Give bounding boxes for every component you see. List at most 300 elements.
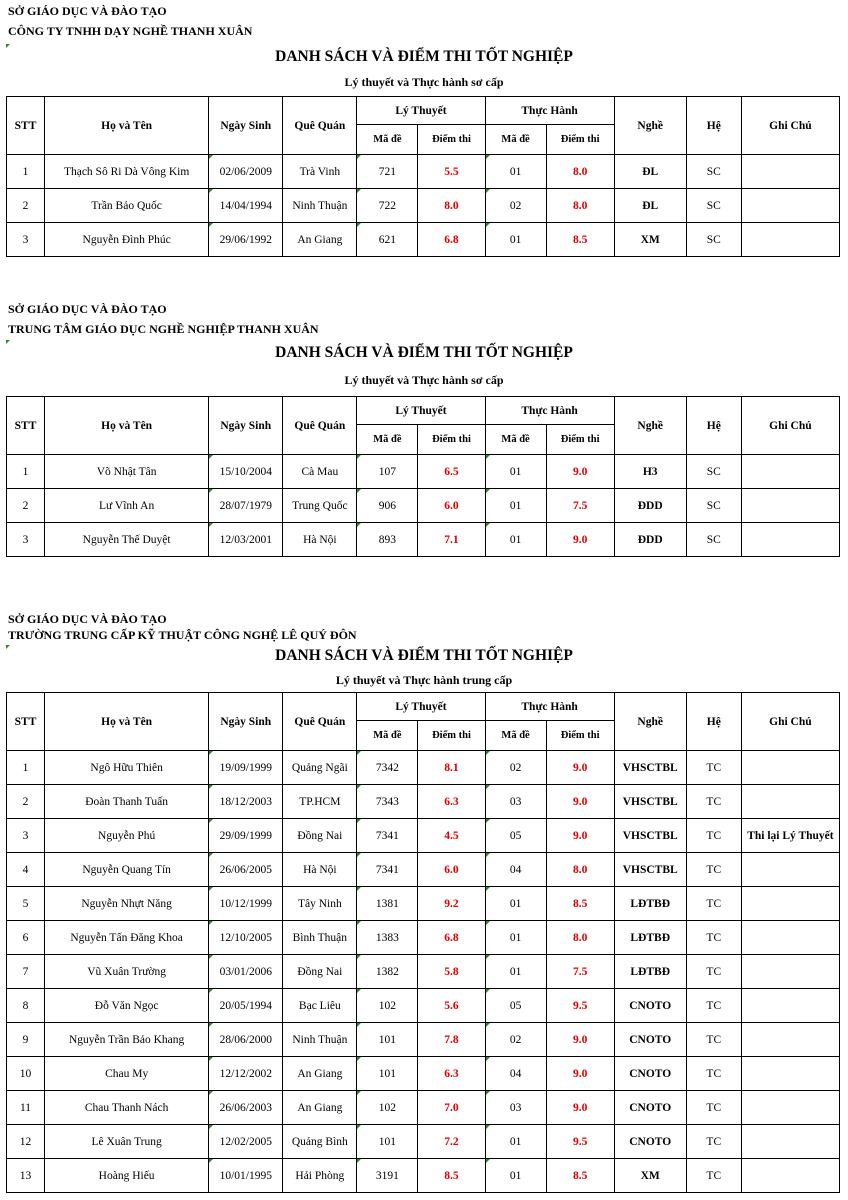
cell-name <box>45 155 209 189</box>
cell-trade <box>614 523 686 557</box>
cell-system-text: SC <box>706 533 721 546</box>
cell-marker-icon <box>209 853 213 857</box>
cell-name <box>45 989 209 1023</box>
dept-name: SỞ GIÁO DỤC VÀ ĐÀO TẠO <box>8 4 167 18</box>
cell-dob <box>209 1091 283 1125</box>
cell-system <box>686 989 741 1023</box>
cell-note-text: Thi lại Lý Thuyết <box>747 829 834 842</box>
list-subtitle: Lý thuyết và Thực hành sơ cấp <box>344 373 504 387</box>
cell-name-text: Chau My <box>105 1067 149 1080</box>
cell-note <box>741 751 839 785</box>
cell-stt-text: 6 <box>22 931 29 944</box>
cell-theory-code-text: 721 <box>378 165 397 178</box>
cell-name <box>45 1159 209 1193</box>
cell-trade-text: LĐTBĐ <box>630 897 671 910</box>
cell-name <box>45 785 209 819</box>
cell-system <box>686 155 741 189</box>
cell-practice-code <box>485 921 546 955</box>
cell-theory-code <box>357 819 418 853</box>
cell-practice-code-text: 01 <box>509 897 522 910</box>
header-theory-code: Mã đề <box>357 425 418 455</box>
cell-trade-text: H3 <box>642 465 658 478</box>
cell-practice-code <box>485 489 546 523</box>
cell-system <box>686 1091 741 1125</box>
header-practice: Thực Hành <box>485 97 614 125</box>
cell-note <box>741 1057 839 1091</box>
cell-name <box>45 189 209 223</box>
cell-practice-score-text: 7.5 <box>572 499 588 512</box>
cell-name-text: Lư Vĩnh An <box>99 499 155 512</box>
cell-note <box>741 887 839 921</box>
cell-trade-text: ĐL <box>642 165 659 178</box>
cell-name-text: Đoàn Thanh Tuấn <box>85 795 169 808</box>
cell-marker-icon <box>486 989 490 993</box>
table-row <box>7 189 840 223</box>
cell-marker-icon <box>486 189 490 193</box>
header-theory: Lý Thuyết <box>357 397 485 425</box>
cell-stt-text: 13 <box>19 1169 32 1182</box>
cell-name-text: Võ Nhật Tân <box>96 465 157 478</box>
cell-marker-icon <box>486 785 490 789</box>
cell-practice-score <box>546 1023 614 1057</box>
cell-theory-score-text: 8.5 <box>444 1169 459 1182</box>
cell-practice-score <box>546 1125 614 1159</box>
cell-hometown-text: Hà Nội <box>303 863 337 876</box>
cell-dob <box>209 989 283 1023</box>
cell-marker-icon <box>357 853 361 857</box>
cell-theory-code-text: 3191 <box>375 1169 399 1182</box>
cell-note <box>741 489 839 523</box>
cell-system <box>686 1159 741 1193</box>
cell-practice-code <box>485 455 546 489</box>
cell-practice-code <box>485 223 546 257</box>
cell-stt <box>7 1023 45 1057</box>
cell-dob-text: 12/02/2005 <box>219 1135 272 1148</box>
cell-marker-icon <box>357 955 361 959</box>
cell-theory-score <box>418 819 485 853</box>
cell-theory-score <box>418 887 485 921</box>
cell-marker-icon <box>209 189 213 193</box>
cell-trade <box>614 189 686 223</box>
header-stt: STT <box>7 97 45 155</box>
table-row <box>7 1125 840 1159</box>
cell-system <box>686 853 741 887</box>
cell-dob-text: 10/01/1995 <box>219 1169 272 1182</box>
cell-theory-code-text: 101 <box>378 1135 397 1148</box>
cell-marker-icon <box>486 887 490 891</box>
cell-dob-text: 10/12/1999 <box>219 897 272 910</box>
cell-marker-icon <box>209 989 213 993</box>
cell-stt <box>7 1057 45 1091</box>
cell-theory-code <box>357 489 418 523</box>
cell-dob-text: 12/10/2005 <box>219 931 272 944</box>
cell-practice-score-text: 8.0 <box>572 863 588 876</box>
cell-system <box>686 955 741 989</box>
cell-system-text: TC <box>706 1169 722 1182</box>
cell-marker-icon <box>209 921 213 925</box>
cell-practice-score <box>546 955 614 989</box>
cell-marker-icon <box>357 189 361 193</box>
cell-stt-text: 2 <box>22 199 29 212</box>
table-row <box>7 223 840 257</box>
header-name: Họ và Tên <box>45 693 209 751</box>
cell-hometown <box>283 785 357 819</box>
cell-hometown-text: TP.HCM <box>299 795 341 808</box>
cell-stt <box>7 853 45 887</box>
cell-system-text: TC <box>706 999 722 1012</box>
cell-practice-code <box>485 751 546 785</box>
cell-practice-code-text: 01 <box>509 233 522 246</box>
cell-marker-icon <box>486 751 490 755</box>
cell-note <box>741 921 839 955</box>
cell-practice-code <box>485 955 546 989</box>
cell-practice-score <box>546 751 614 785</box>
cell-practice-score-text: 9.0 <box>572 1033 588 1046</box>
cell-theory-code-text: 893 <box>378 533 397 546</box>
header-theory: Lý Thuyết <box>357 97 485 125</box>
cell-dob-text: 12/12/2002 <box>219 1067 272 1080</box>
cell-practice-code-text: 05 <box>509 829 522 842</box>
cell-note <box>741 853 839 887</box>
cell-hometown <box>283 455 357 489</box>
cell-stt <box>7 1125 45 1159</box>
cell-marker-icon <box>357 887 361 891</box>
cell-marker-icon <box>357 751 361 755</box>
cell-hometown <box>283 1125 357 1159</box>
cell-practice-score-text: 9.5 <box>572 999 588 1012</box>
cell-trade <box>614 1023 686 1057</box>
cell-theory-code-text: 107 <box>378 465 397 478</box>
cell-stt <box>7 223 45 257</box>
cell-dob <box>209 155 283 189</box>
cell-name-text: Chau Thanh Nách <box>84 1101 169 1114</box>
table-row <box>7 489 840 523</box>
cell-practice-score-text: 8.0 <box>572 199 588 212</box>
cell-hometown <box>283 1023 357 1057</box>
cell-theory-score <box>418 1159 485 1193</box>
cell-hometown-text: Ninh Thuận <box>292 1033 348 1046</box>
cell-practice-score <box>546 1159 614 1193</box>
cell-system <box>686 455 741 489</box>
cell-hometown <box>283 955 357 989</box>
cell-marker-icon <box>209 819 213 823</box>
cell-practice-score <box>546 819 614 853</box>
cell-stt <box>7 189 45 223</box>
cell-marker-icon <box>357 155 361 159</box>
cell-marker-icon <box>486 1023 490 1027</box>
cell-note <box>741 189 839 223</box>
cell-theory-code-text: 7341 <box>375 863 399 876</box>
cell-practice-code-text: 01 <box>509 465 522 478</box>
cell-name <box>45 523 209 557</box>
cell-system <box>686 1057 741 1091</box>
cell-stt-text: 3 <box>22 233 29 246</box>
cell-marker-icon <box>486 921 490 925</box>
cell-trade <box>614 1125 686 1159</box>
cell-stt <box>7 155 45 189</box>
cell-marker-icon <box>357 455 361 459</box>
cell-dob <box>209 955 283 989</box>
cell-system-text: TC <box>706 1101 722 1114</box>
cell-practice-code <box>485 989 546 1023</box>
organization-name: TRUNG TÂM GIÁO DỤC NGHỀ NGHIỆP THANH XUÂN <box>8 322 319 336</box>
cell-dob-text: 20/05/1994 <box>219 999 272 1012</box>
cell-practice-code-text: 01 <box>509 533 522 546</box>
cell-note <box>741 1125 839 1159</box>
cell-theory-score-text: 7.1 <box>444 533 459 546</box>
cell-stt-text: 10 <box>19 1067 32 1080</box>
cell-theory-code <box>357 523 418 557</box>
cell-hometown <box>283 523 357 557</box>
cell-dob <box>209 223 283 257</box>
cell-trade <box>614 853 686 887</box>
cell-hometown-text: Quảng Bình <box>291 1135 348 1148</box>
header-system: Hệ <box>686 693 741 751</box>
cell-practice-score <box>546 1057 614 1091</box>
cell-marker-icon <box>209 1159 213 1163</box>
cell-system <box>686 223 741 257</box>
cell-hometown-text: Bạc Liêu <box>298 999 341 1012</box>
cell-theory-score-text: 8.1 <box>444 761 459 774</box>
table-row <box>7 751 840 785</box>
cell-trade <box>614 989 686 1023</box>
cell-note <box>741 819 839 853</box>
cell-trade-text: XM <box>640 233 660 246</box>
cell-theory-score-text: 6.8 <box>444 233 459 246</box>
header-trade: Nghề <box>614 693 686 751</box>
cell-note <box>741 785 839 819</box>
cell-theory-score-text: 7.0 <box>444 1101 459 1114</box>
cell-hometown <box>283 887 357 921</box>
cell-practice-code <box>485 1057 546 1091</box>
cell-name <box>45 751 209 785</box>
cell-practice-code-text: 01 <box>509 499 522 512</box>
cell-trade <box>614 785 686 819</box>
cell-dob-text: 12/03/2001 <box>219 533 272 546</box>
cell-theory-score <box>418 523 485 557</box>
header-name: Họ và Tên <box>45 397 209 455</box>
cell-note <box>741 1023 839 1057</box>
cell-marker-icon <box>486 819 490 823</box>
cell-practice-score-text: 9.0 <box>572 761 588 774</box>
cell-system-text: TC <box>706 1067 722 1080</box>
cell-practice-score-text: 9.5 <box>572 1135 588 1148</box>
cell-dob <box>209 819 283 853</box>
cell-name <box>45 921 209 955</box>
cell-theory-code <box>357 1091 418 1125</box>
cell-name <box>45 1023 209 1057</box>
cell-hometown <box>283 1091 357 1125</box>
cell-dob <box>209 785 283 819</box>
cell-system-text: SC <box>706 465 721 478</box>
cell-trade <box>614 1091 686 1125</box>
cell-hometown-text: An Giang <box>297 1067 343 1080</box>
cell-theory-code-text: 1383 <box>375 931 399 944</box>
cell-dob-text: 03/01/2006 <box>219 965 272 978</box>
header-trade: Nghề <box>614 397 686 455</box>
cell-dob <box>209 1057 283 1091</box>
cell-marker-icon <box>357 1091 361 1095</box>
cell-hometown-text: Hải Phòng <box>295 1169 345 1182</box>
cell-marker-icon <box>357 1159 361 1163</box>
table-row <box>7 1091 840 1125</box>
cell-trade-text: CNOTO <box>629 1067 672 1080</box>
cell-name <box>45 887 209 921</box>
cell-name-text: Nguyễn Quang Tín <box>82 863 171 876</box>
table-row <box>7 1159 840 1193</box>
list-title: DANH SÁCH VÀ ĐIỂM THI TỐT NGHIỆP <box>275 48 573 65</box>
cell-hometown-text: Tây Ninh <box>297 897 342 910</box>
cell-trade-text: ĐL <box>642 199 659 212</box>
cell-marker-icon <box>209 1023 213 1027</box>
cell-theory-score-text: 5.5 <box>444 165 459 178</box>
header-hometown: Quê Quán <box>283 397 357 455</box>
cell-practice-score <box>546 785 614 819</box>
cell-trade <box>614 751 686 785</box>
cell-system-text: SC <box>706 233 721 246</box>
cell-system-text: TC <box>706 761 722 774</box>
table-row <box>7 1023 840 1057</box>
cell-system <box>686 489 741 523</box>
cell-practice-code-text: 01 <box>509 1135 522 1148</box>
cell-trade-text: VHSCTBL <box>622 863 678 876</box>
cell-stt <box>7 523 45 557</box>
cell-stt <box>7 489 45 523</box>
cell-name-text: Ngô Hữu Thiên <box>90 761 163 774</box>
cell-theory-code <box>357 887 418 921</box>
cell-practice-code <box>485 887 546 921</box>
cell-theory-code-text: 102 <box>378 999 397 1012</box>
cell-marker-icon <box>486 1125 490 1129</box>
cell-marker-icon <box>357 223 361 227</box>
cell-system-text: TC <box>706 829 722 842</box>
cell-theory-code <box>357 955 418 989</box>
cell-theory-score-text: 7.2 <box>444 1135 459 1148</box>
cell-practice-score-text: 8.5 <box>572 897 588 910</box>
cell-trade-text: CNOTO <box>629 999 672 1012</box>
cell-theory-code-text: 7341 <box>375 829 399 842</box>
cell-hometown-text: Đồng Nai <box>297 965 343 978</box>
cell-practice-code-text: 02 <box>509 1033 522 1046</box>
cell-practice-score-text: 9.0 <box>572 1101 588 1114</box>
header-dob: Ngày Sinh <box>209 97 283 155</box>
cell-stt-text: 2 <box>22 795 29 808</box>
cell-trade-text: XM <box>640 1169 660 1182</box>
cell-marker-icon <box>357 1125 361 1129</box>
header-note: Ghi Chú <box>741 397 839 455</box>
cell-theory-score <box>418 223 485 257</box>
cell-system <box>686 1023 741 1057</box>
cell-stt <box>7 921 45 955</box>
cell-practice-code <box>485 1023 546 1057</box>
cell-marker-icon <box>486 1159 490 1163</box>
cell-system <box>686 921 741 955</box>
cell-theory-code <box>357 455 418 489</box>
cell-marker-icon <box>486 489 490 493</box>
cell-practice-code <box>485 853 546 887</box>
header-theory-code: Mã đề <box>357 721 418 751</box>
cell-trade <box>614 455 686 489</box>
header-theory-score: Điểm thi <box>418 721 485 751</box>
cell-practice-code <box>485 523 546 557</box>
cell-note <box>741 955 839 989</box>
cell-name <box>45 1091 209 1125</box>
table-row <box>7 989 840 1023</box>
cell-marker-icon <box>209 155 213 159</box>
cell-name-text: Nguyễn Thế Duyệt <box>82 533 171 546</box>
cell-stt <box>7 751 45 785</box>
header-row <box>7 97 840 125</box>
cell-practice-code-text: 04 <box>509 863 522 876</box>
cell-stt-text: 1 <box>22 761 29 774</box>
cell-stt <box>7 887 45 921</box>
cell-system <box>686 523 741 557</box>
cell-theory-score-text: 6.5 <box>444 465 459 478</box>
header-practice-code: Mã đề <box>485 425 546 455</box>
cell-practice-code-text: 04 <box>509 1067 522 1080</box>
cell-practice-code <box>485 1125 546 1159</box>
cell-dob-text: 29/09/1999 <box>219 829 272 842</box>
cell-theory-code <box>357 921 418 955</box>
header-trade: Nghề <box>614 97 686 155</box>
cell-theory-code <box>357 155 418 189</box>
cell-trade <box>614 1159 686 1193</box>
cell-note <box>741 1091 839 1125</box>
cell-trade-text: LĐTBĐ <box>630 965 671 978</box>
cell-hometown <box>283 223 357 257</box>
cell-theory-score <box>418 455 485 489</box>
cell-practice-score-text: 9.0 <box>572 829 588 842</box>
cell-system-text: SC <box>706 199 721 212</box>
cell-practice-score-text: 8.0 <box>572 165 588 178</box>
cell-trade <box>614 887 686 921</box>
cell-name-text: Trần Bảo Quốc <box>91 199 162 212</box>
cell-theory-score <box>418 853 485 887</box>
cell-theory-score-text: 9.2 <box>444 897 459 910</box>
cell-practice-code-text: 05 <box>509 999 522 1012</box>
header-system: Hệ <box>686 397 741 455</box>
score-table <box>6 396 840 557</box>
header-practice-score: Điểm thi <box>546 425 614 455</box>
cell-marker-icon <box>486 853 490 857</box>
cell-theory-code <box>357 785 418 819</box>
cell-theory-score-text: 7.8 <box>444 1033 459 1046</box>
cell-name-text: Nguyễn Phú <box>98 829 156 842</box>
cell-practice-code <box>485 189 546 223</box>
dept-name: SỞ GIÁO DỤC VÀ ĐÀO TẠO <box>8 612 167 626</box>
cell-stt-text: 12 <box>19 1135 32 1148</box>
cell-hometown <box>283 489 357 523</box>
cell-marker-icon <box>486 523 490 527</box>
header-stt: STT <box>7 693 45 751</box>
cell-theory-score <box>418 1125 485 1159</box>
cell-system <box>686 819 741 853</box>
header-practice: Thực Hành <box>485 693 614 721</box>
cell-theory-score <box>418 989 485 1023</box>
cell-trade <box>614 155 686 189</box>
cell-dob-text: 26/06/2005 <box>219 863 272 876</box>
table-row <box>7 887 840 921</box>
cell-theory-score-text: 6.3 <box>444 1067 459 1080</box>
cell-practice-score <box>546 189 614 223</box>
cell-dob-text: 19/09/1999 <box>219 761 272 774</box>
cell-name <box>45 1057 209 1091</box>
score-table <box>6 692 840 1193</box>
header-system: Hệ <box>686 97 741 155</box>
header-practice-code: Mã đề <box>485 125 546 155</box>
list-title: DANH SÁCH VÀ ĐIỂM THI TỐT NGHIỆP <box>275 344 573 361</box>
cell-dob-text: 14/04/1994 <box>219 199 272 212</box>
